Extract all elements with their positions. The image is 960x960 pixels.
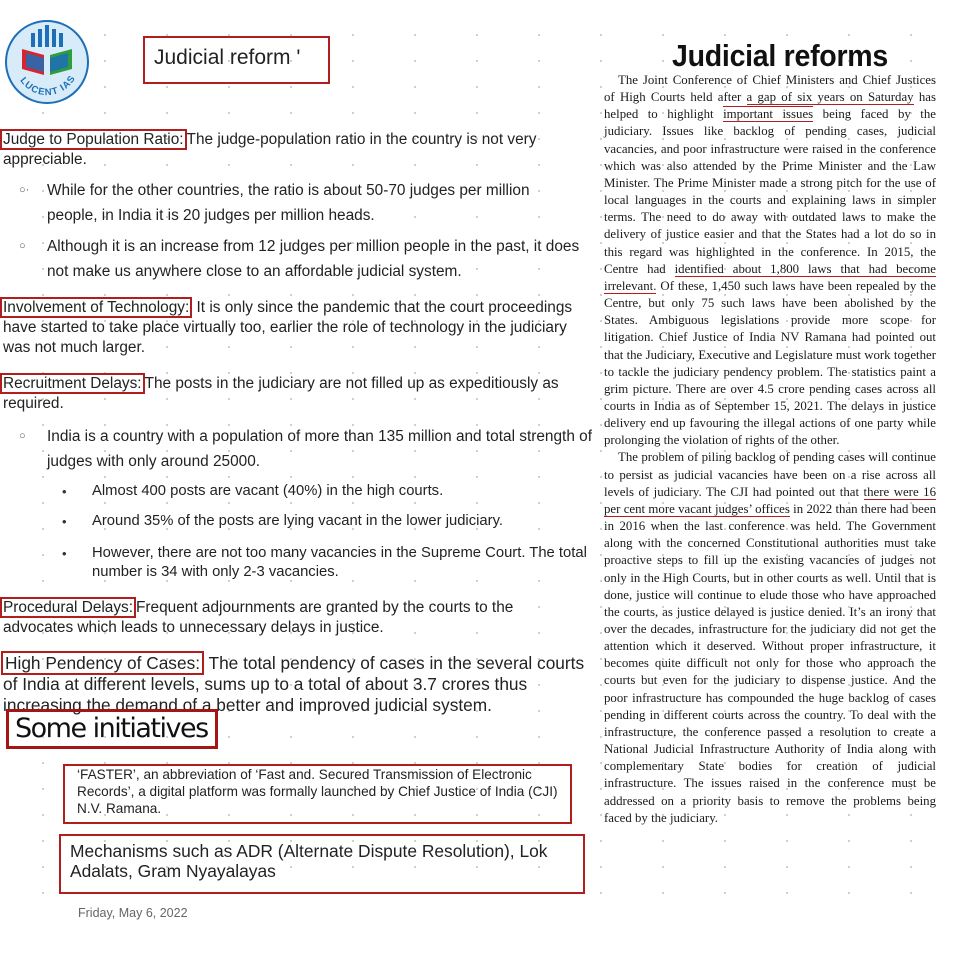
faster-box: ‘FASTER’, an abbreviation of ‘Fast and. Secured Transmission of Electronic Records’, a digital platform was formally launched by Chief Justice of India (CJI) N.V. Ramana. — [63, 764, 572, 824]
bullet-marker: ○· — [19, 184, 30, 196]
technology-heading: Involvement of Technology: — [0, 297, 192, 318]
list-item — [62, 512, 592, 531]
technology-paragraph — [3, 298, 598, 358]
bullet-text: Almost 400 posts are vacant (40%) in the high courts. — [92, 483, 444, 499]
page-date: Friday, May 6, 2022 — [78, 906, 188, 920]
procedural-paragraph — [3, 598, 563, 638]
document-page — [0, 16, 960, 906]
article-text: The problem of piling backlog of pending cases will continue to persist as judicial vacancies have been on a rise across all levels of judiciary. The CJI had pointed out that — [604, 450, 936, 499]
bullet-text: While for the other countries, the ratio is about 50-70 judges per million people, in India it is 20 judges per million heads. — [47, 182, 530, 224]
pendency-text: The total pendency of cases in the several courts of India at different levels, sums up to a total of about 3.7 crores thus increasing the demand of a better and improved judicial system. — [3, 653, 585, 715]
lucent-ias-logo — [4, 19, 90, 105]
recruitment-text: The posts in the judiciary are not filled up as expeditiously as required. — [3, 375, 559, 412]
judge-ratio-heading: Judge to Population Ratio: — [0, 129, 187, 150]
bullet-marker: • — [62, 546, 67, 561]
bullet-marker: • — [62, 514, 67, 529]
article-paragraph-2 — [604, 449, 936, 826]
article-text: Of these, 1,450 such laws have been repealed by the Centre, but only 75 such laws have been abolished by the States. Ambiguous legislations provide more scope for litigation. Chief Justice of India NV Ramana had pointed out that the Judiciary, Executive and Legislature must work together to tackle the judiciary pendency problem. The statistics paint a grim picture. There are over 4.5 crore pending cases across all courts in India as of September 15, 2021. The delays in justice delivery end up favouring the illegal actions of one party while prolonging the violation of rights of the other. — [604, 278, 936, 448]
bullet-text: However, there are not too many vacancies in the Supreme Court. The total number is 34 with only 2-3 vacancies. — [92, 545, 587, 580]
bullet-marker: ○ — [19, 430, 26, 442]
article-title: Judicial reforms — [672, 38, 888, 73]
list-item — [19, 234, 604, 284]
mechanisms-box: Mechanisms such as ADR (Alternate Dispute Resolution), Lok Adalats, Gram Nyayalayas — [59, 834, 585, 894]
article-text: The Joint Conference of Chief Ministers and Chief Justices of High Courts held after — [604, 73, 936, 105]
pendency-paragraph — [3, 653, 599, 716]
bullet-text: Although it is an increase from 12 judges per million people in the past, it does not make us anywhere close to an affordable judicial system. — [47, 238, 580, 280]
recruitment-heading: Recruitment Delays: — [0, 373, 145, 394]
technology-text: It is only since the pandemic that the court proceedings have started to take place virtually too, earlier the role of technology in the judiciary was not much larger. — [3, 299, 573, 356]
notes-title: Judicial reform ' — [143, 36, 330, 84]
pendency-heading: High Pendency of Cases: — [1, 651, 204, 675]
bullet-marker: ○ — [19, 240, 26, 252]
bullet-text: India is a country with a population of more than 135 million and total strength of judges with only around 25000. — [47, 428, 592, 470]
article-text: in 2022 than there had been in 2016 when the last conference was held. The Government along with the concerned Constitutional authorities must take proactive steps to fill up the existing vacancies of judges not only in the High Courts, but in other courts as well. Until that is done, justice will continue to elude those who have approached the courts, as justice delayed is justice denied. It’s an irony that over the decades, infrastructure for the judiciary did not get the attention which it deserved. Without proper infrastructure, it becomes quite difficult not only for those who approach the courts but even for the judiciary to dispense justice. And the poor infrastructure has compounded the huge backlog of cases pending in different courts across the country. To deal with the infrastructure, the conference passed a resolution to create a National Judicial Infrastructure Authority of India along with complementary State bodies for creation of judicial infrastructure. The issues raised in the conference must be addressed on a priority basis to remove the problems being faced by the judiciary. — [604, 501, 936, 825]
underlined-phrase: important issues — [723, 107, 814, 122]
recruitment-paragraph — [3, 374, 593, 414]
article-paragraph-1 — [604, 72, 936, 449]
list-item — [62, 482, 592, 501]
article-body — [604, 72, 936, 827]
list-item — [62, 544, 599, 582]
underlined-phrase: identified about 1,800 laws that had become irrelevant. — [604, 261, 937, 293]
underlined-phrase: there were 16 per cent more vacant judges’ offices — [604, 484, 937, 516]
procedural-heading: Procedural Delays: — [0, 597, 136, 618]
logo-text: LUCENT IAS — [17, 73, 79, 99]
bullet-text: Around 35% of the posts are lying vacant in the lower judiciary. — [92, 513, 503, 529]
judge-ratio-paragraph — [3, 130, 598, 170]
list-item — [19, 424, 604, 474]
initiatives-heading: Some initiatives — [6, 709, 218, 749]
underlined-phrase: a gap of six years on Saturday — [746, 90, 914, 105]
judge-ratio-text: The judge-population ratio in the country is not very appreciable. — [3, 131, 537, 168]
article-text: has helped to highlight — [604, 90, 936, 122]
list-item — [19, 178, 577, 228]
notes-column — [0, 16, 604, 906]
article-text: being faced by the judiciary. Issues like backlog of pending cases, judicial vacancies, and poor infrastructure were raised in the conference which was also attended by the Prime Minister and the Law Minister. The Prime Minister made a strong pitch for the use of local languages in the courts and explaining laws in simpler terms. The need to do away with outdated laws to make the delivery of justice easier and that the States had a lot do so in this regard was highlighted in the conference. In 2015, the Centre had — [604, 107, 936, 276]
procedural-text: Frequent adjournments are granted by the courts to the advocates which leads to unnecessary delays in justice. — [3, 599, 514, 636]
bullet-marker: • — [62, 484, 67, 499]
